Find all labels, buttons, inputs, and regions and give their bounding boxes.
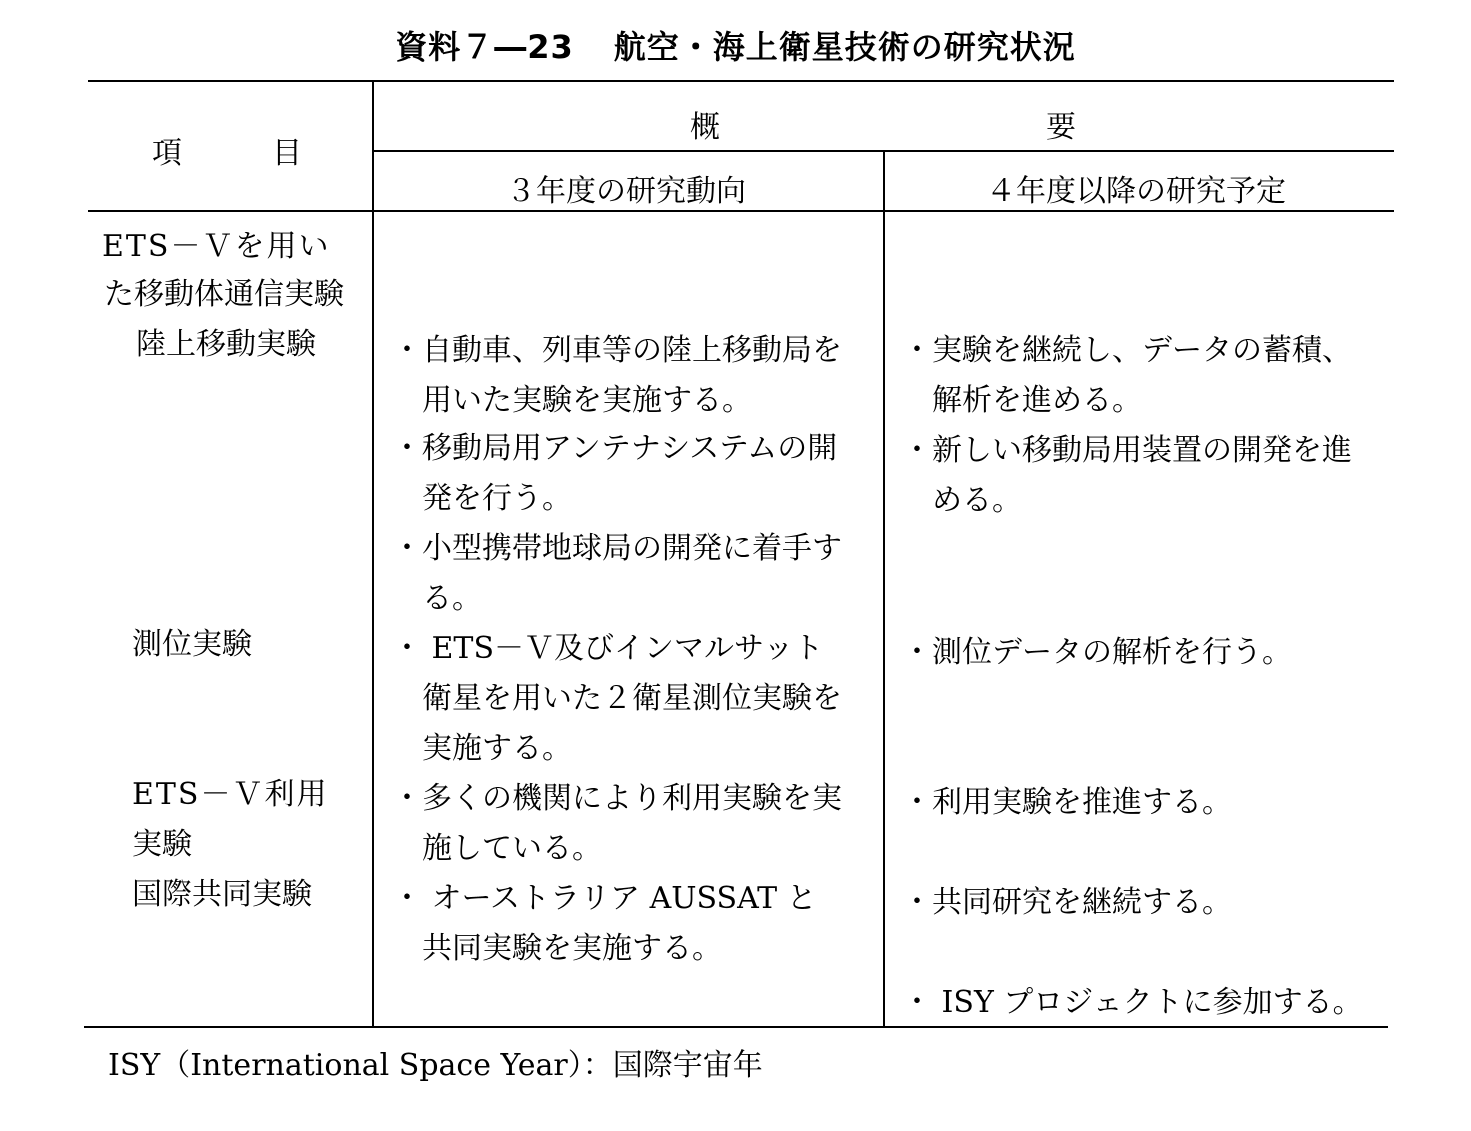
current-future-divider	[883, 150, 885, 1028]
item-positioning: 測位実験	[132, 627, 252, 662]
list-item: ・自動車、列車等の陸上移動局を 用いた実験を実施する。	[392, 333, 842, 418]
list-item: ・多くの機関により利用実験を実 施している。	[392, 781, 842, 866]
header-bottom-border	[88, 210, 1394, 212]
item-mobile-title-1: ETS－Ｖを用い	[102, 229, 331, 264]
item-international: 国際共同実験	[132, 877, 312, 912]
list-item: ・実験を継続し、データの蓄積、 解析を進める。	[902, 333, 1352, 418]
item-use-1: ETS－Ｖ利用	[132, 777, 329, 812]
header-overview-right: 要	[1046, 110, 1076, 145]
title-number: 資料７―23	[395, 28, 574, 66]
item-mobile-title-2: た移動体通信実験	[104, 277, 344, 312]
list-item: ・ オーストラリア AUSSAT と 共同実験を実施する。	[392, 881, 817, 966]
list-item: ・ ISY プロジェクトに参加する。	[902, 985, 1363, 1020]
header-overview-left: 概	[690, 110, 720, 145]
list-item: ・利用実験を推進する。	[902, 785, 1232, 820]
header-item: 項 目	[152, 136, 302, 171]
list-item: ・ ETS－Ｖ及びインマルサット 衛星を用いた２衛星測位実験を 実施する。	[392, 631, 842, 766]
document-title	[0, 22, 1471, 68]
list-item: ・小型携帯地球局の開発に着手す る。	[392, 531, 842, 616]
header-current: ３年度の研究動向	[506, 174, 746, 209]
header-future: ４年度以降の研究予定	[986, 174, 1286, 209]
list-item: ・新しい移動局用装置の開発を進 める。	[902, 433, 1352, 518]
list-item: ・共同研究を継続する。	[902, 885, 1232, 920]
item-column-divider	[372, 80, 374, 1028]
footnote: ISY（International Space Year）：国際宇宙年	[108, 1048, 763, 1083]
title-text: 航空・海上衛星技術の研究状況	[613, 28, 1076, 66]
item-land-mobile: 陸上移動実験	[136, 327, 316, 362]
list-item: ・移動局用アンテナシステムの開 発を行う。	[392, 431, 838, 516]
table-top-border	[88, 80, 1394, 82]
list-item: ・測位データの解析を行う。	[902, 635, 1292, 670]
item-use-2: 実験	[132, 827, 192, 862]
